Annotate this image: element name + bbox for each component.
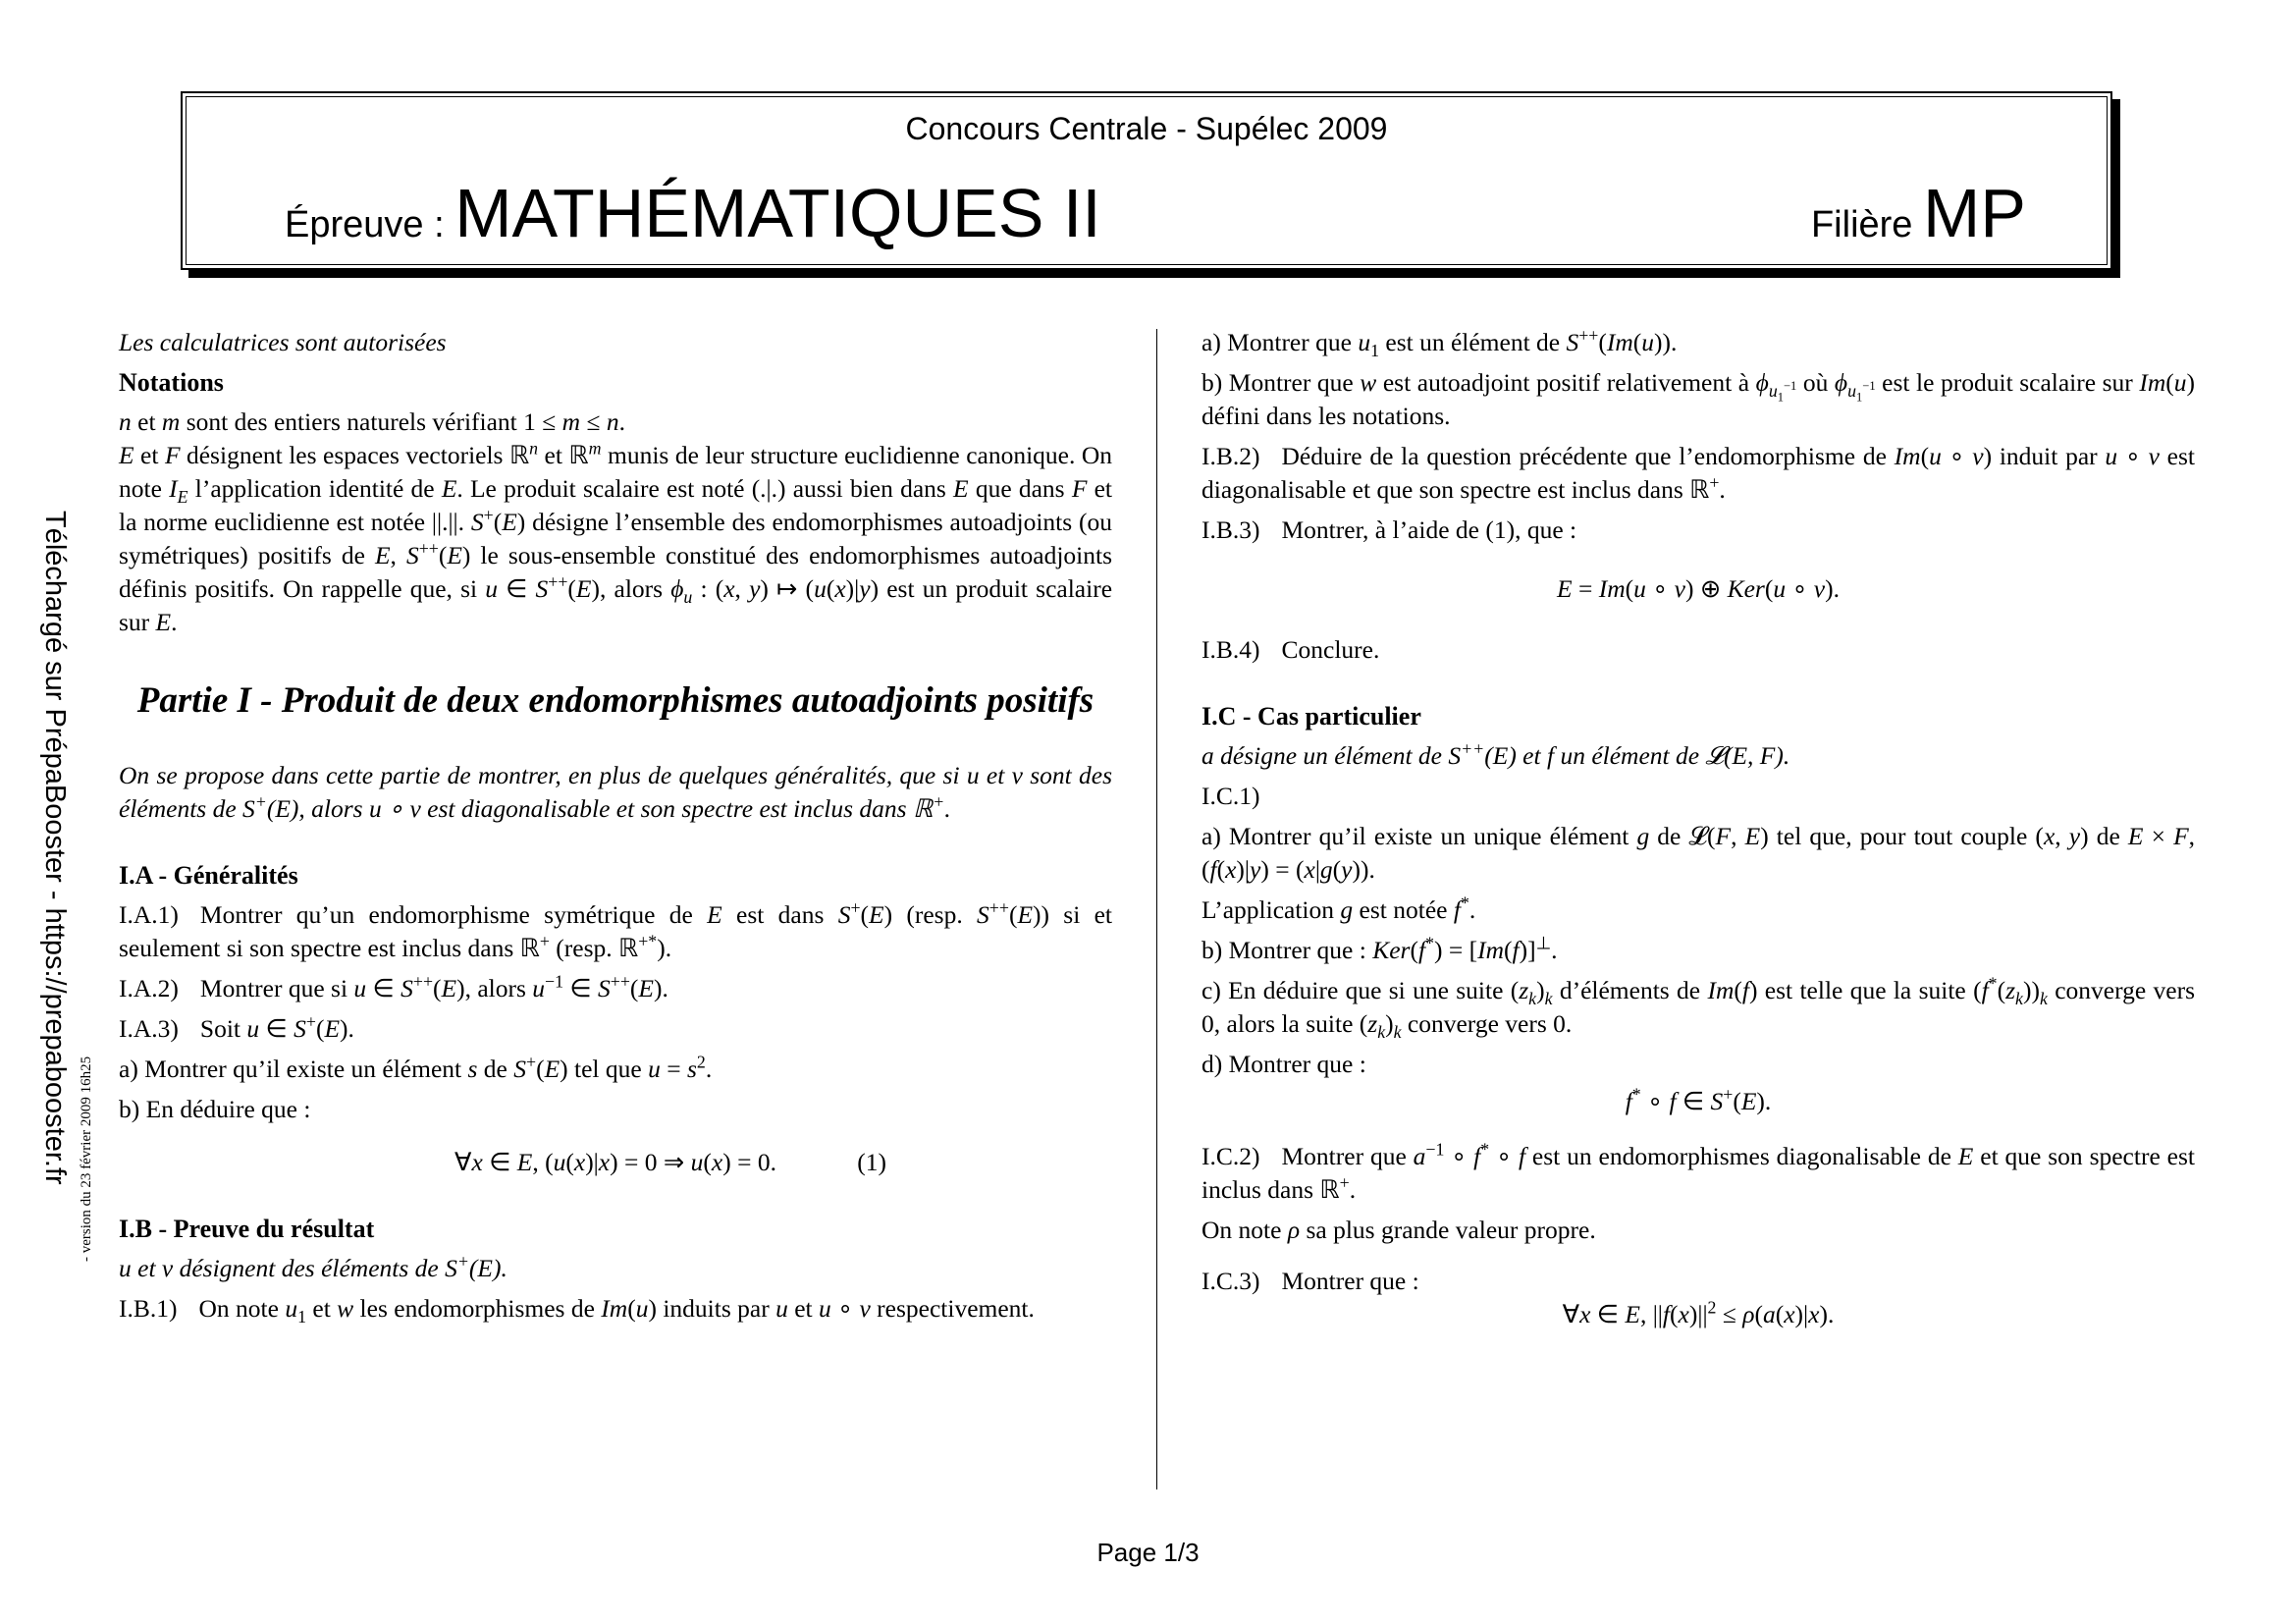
equation-2: E = Im(u ∘ v) ⊕ Ker(u ∘ v). xyxy=(1557,574,1840,603)
question-IC1a-note: L’application g est notée f*. xyxy=(1201,893,1476,924)
notations-paragraph-1: n et m sont des entiers naturels vérifiant 1 ≤ m ≤ n. xyxy=(119,407,625,436)
epreuve-heading xyxy=(285,174,1101,252)
filiere-heading xyxy=(1811,174,2026,252)
section-IA-title: I.A - Généralités xyxy=(119,861,298,890)
question-label: I.B.4) xyxy=(1201,635,1260,664)
question-text: Conclure. xyxy=(1281,635,1380,664)
filiere-value: MP xyxy=(1923,175,2026,251)
question-IC1b: b) Montrer que : Ker(f*) = [Im(f)]⊥. xyxy=(1201,933,1558,964)
calculators-note: Les calculatrices sont autorisées xyxy=(119,328,447,356)
question-IC2 xyxy=(1201,1140,2195,1207)
question-text: Montrer qu’un endomorphisme symétrique de E est dans S+(E) (resp. S++(E)) si et seulement si son spectre est inclus dans ℝ+ (resp. ℝ+*). xyxy=(119,897,1113,962)
equation-body: ∀x ∈ E, (u(x)|x) = 0 ⇒ u(x) = 0. xyxy=(454,1148,776,1176)
question-label: I.A.2) xyxy=(119,974,179,1002)
download-watermark: Téléchargé sur PrépaBooster - https://prepabooster.fr xyxy=(39,511,71,1185)
question-IA3b: b) En déduire que : xyxy=(119,1095,311,1123)
question-label: I.A.3) xyxy=(119,1014,179,1043)
section-IC-title: I.C - Cas particulier xyxy=(1201,702,1421,731)
question-text: Montrer que $a^{-1}$ ∘ f* ∘ f est un endomorphismes diagonalisable de E et que son spectre est inclus dans ℝ+. xyxy=(1201,1139,2195,1204)
question-label: I.B.1) xyxy=(119,1294,178,1323)
question-IC1-label: I.C.1) xyxy=(1201,782,1260,810)
part-intro: On se propose dans cette partie de montrer, en plus de quelques généralités, que si u et v sont des éléments de S+(E), alors u ∘ v est diagonalisable et son spectre est inclus dans ℝ+. xyxy=(119,761,1113,823)
equation-1 xyxy=(119,1146,1112,1179)
section-IB-title: I.B - Preuve du résultat xyxy=(119,1215,375,1243)
column-divider xyxy=(1156,329,1157,1489)
question-IB4 xyxy=(1201,633,2195,667)
question-text: Soit u ∈ S+(E). xyxy=(199,1011,354,1043)
question-label: I.C.3) xyxy=(1201,1267,1260,1295)
epreuve-label: Épreuve : xyxy=(285,204,455,245)
question-IA2 xyxy=(119,972,1112,1005)
subject-title: MATHÉMATIQUES II xyxy=(454,175,1101,251)
part-title: Partie I - Produit de deux endomorphismes autoadjoints positifs xyxy=(136,680,1095,721)
notations-heading: Notations xyxy=(119,368,224,397)
question-label: I.B.2) xyxy=(1201,442,1260,470)
question-IA1 xyxy=(119,898,1112,965)
filiere-label: Filière xyxy=(1810,204,1923,245)
page-number: Page 1/3 xyxy=(1096,1538,1200,1567)
equation-3: f* ∘ f ∈ S+(E). xyxy=(1625,1084,1772,1115)
question-IC1d: d) Montrer que : xyxy=(1201,1050,1366,1078)
question-IA3 xyxy=(119,1012,1112,1046)
right-column xyxy=(1201,326,2195,1331)
question-label: I.A.1) xyxy=(119,900,179,929)
question-IB2 xyxy=(1201,440,2195,507)
equation-4: ∀x ∈ E, $||f(x)||^2 \le \rho(a(x)|x)$. xyxy=(1562,1297,1835,1328)
question-IC2-note: On note ρ sa plus grande valeur propre. xyxy=(1201,1216,1596,1244)
question-text: Montrer que : xyxy=(1281,1267,1419,1295)
question-text: Montrer que si u ∈ S++(E), alors $u^{-1}$ ∈ S++(E). xyxy=(199,971,668,1002)
contest-title: Concours Centrale - Supélec 2009 xyxy=(905,111,1388,146)
question-IB1a: a) Montrer que $u_1$ est un élément de S++(Im(u)). xyxy=(1201,325,1678,361)
version-stamp: - version du 23 février 2009 16h25 xyxy=(79,1056,94,1262)
question-IB1b: b) Montrer que w est autoadjoint positif relativement à $\phi_{u_1^{-1}}$ où $\phi_{u_1^{-1}}$ est le produit scalaire sur Im(u) défini dans les notations. xyxy=(1201,368,2196,430)
question-IB1 xyxy=(119,1292,1112,1326)
question-IA3a: a) Montrer qu’il existe un élément s de S+(E) tel que $u = s^2$. xyxy=(119,1052,713,1083)
question-text: Montrer, à l’aide de (1), que : xyxy=(1281,515,1577,544)
exam-header xyxy=(181,91,2112,270)
question-text: Déduire de la question précédente que l’endomorphisme de Im(u ∘ v) induit par u ∘ v est diagonalisable et que son spectre est inclus dans ℝ+. xyxy=(1201,442,2195,504)
question-IC1c: c) En déduire que si une suite $(z_k)_k$ d’éléments de Im(f) est telle que la suite $(f^*(z_k))_k$ converge vers 0, alors la suite $(z_k)_k$ converge vers 0. xyxy=(1201,973,2195,1043)
question-text: On note $u_1$ et w les endomorphismes de Im(u) induits par u et u ∘ v respectivement. xyxy=(198,1294,1035,1327)
left-column xyxy=(119,326,1112,1332)
question-IB3 xyxy=(1201,514,2195,547)
equation-tag: (1) xyxy=(857,1148,886,1176)
section-IC-intro: a désigne un élément de S++(E) et f un élément de 𝓛(E, F). xyxy=(1201,738,1790,770)
question-label: I.C.2) xyxy=(1201,1142,1260,1170)
question-label: I.B.3) xyxy=(1201,515,1260,544)
question-IC1a: a) Montrer qu’il existe un unique élément g de 𝓛(F, E) tel que, pour tout couple (x, y) de E × F, (f(x)|y) = (x|g(y)). xyxy=(1201,822,2196,884)
section-IB-intro: u et v désignent des éléments de S+(E). xyxy=(119,1251,507,1282)
notations-paragraph-2: E et F désignent les espaces vectoriels ℝ$^n$ et ℝ$^m$ munis de leur structure euclidienne canonique. On note $I_E$ l’application identité de E. Le produit scalaire est noté (.|.) aussi bien dans E que dans F et la norme euclidienne est notée ||.||. S+(E) désigne l’ensemble des endomorphismes autoadjoints (ou symétriques) positifs de E, S++(E) le sous-ensemble constitué des endomorphismes autoadjoints définis positifs. On rappelle que, si u ∈ S++(E), alors $\phi_u$ : (x, y) ↦ (u(x)|y) est un produit scalaire sur E. xyxy=(119,438,1113,636)
question-IC3 xyxy=(1201,1265,2195,1298)
